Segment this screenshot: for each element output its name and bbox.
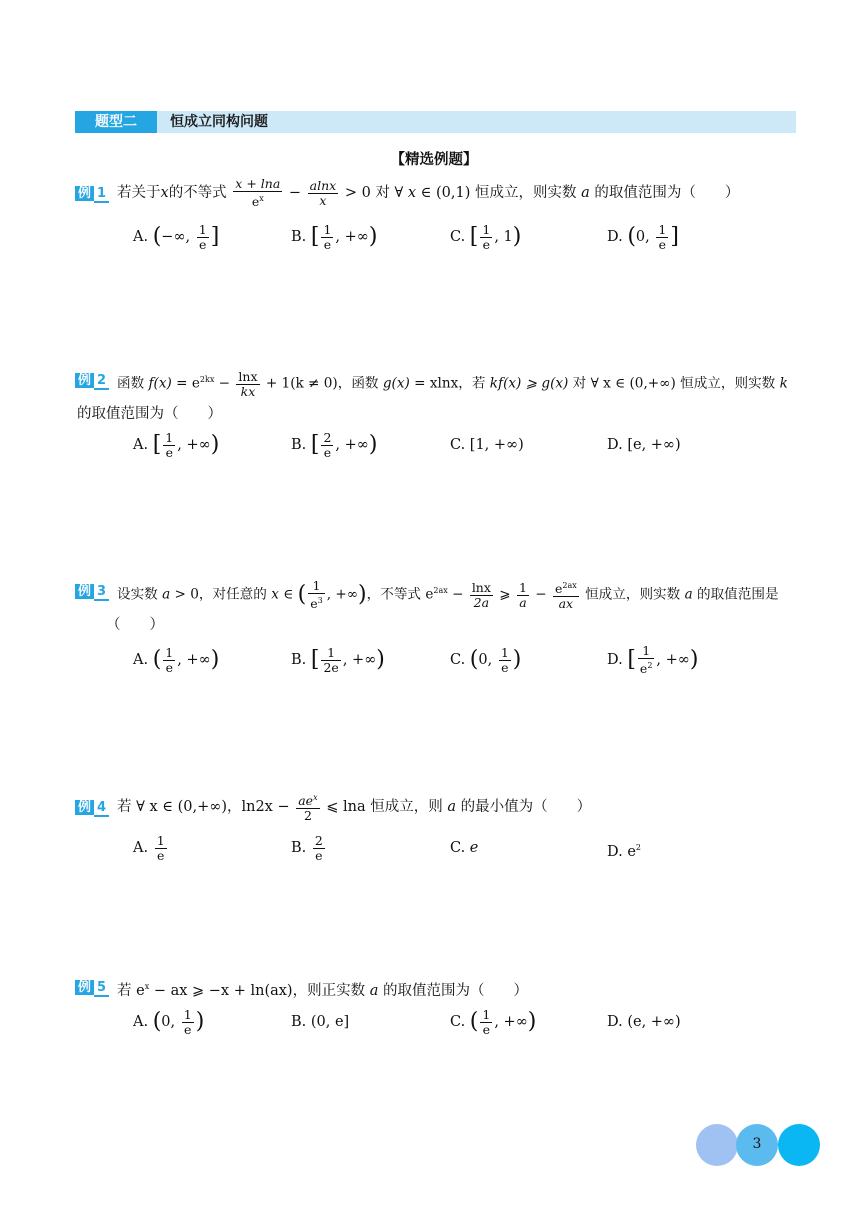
example-4-option-a: A. $\frac{1}{e}$ xyxy=(133,832,165,863)
example-2-option-c: C. [1, +∞) xyxy=(450,437,524,453)
section-title: 恒成立同构问题 xyxy=(170,114,268,130)
example-5-option-a: A. (0, $\frac{1}{e}$ ) xyxy=(133,1006,205,1037)
example-1-option-d: D. (0, $\frac{1}{e}$ ] xyxy=(607,221,679,252)
example-2-option-b: B. [ $\frac{2}{e}$ , +∞) xyxy=(291,429,378,460)
example-1-option-b: B. [ $\frac{1}{e}$ , +∞) xyxy=(291,221,378,252)
decor-circle-left xyxy=(696,1124,738,1166)
example-2-question: 函数 $f(x) = e^{2kx}$ − $\frac{\ln x}{kx}$ + 1(k ≠ 0)，函数 g(x) = xlnx，若 kf(x) ⩾ g(x) 对 ∀ x ∈ (0,+∞) 恒成立，则实数 k xyxy=(117,368,788,399)
example-5-option-c: C. ( $\frac{1}{e}$ , +∞) xyxy=(450,1006,537,1037)
example-2-option-a: A. [ $\frac{1}{e}$ , +∞) xyxy=(133,429,220,460)
example-5-option-d: D. (e, +∞) xyxy=(607,1014,681,1030)
example-5-question: 若 $e^x$ − ax ⩾ −x + ln(ax)，则正实数 a 的取值范围为（ ） xyxy=(117,982,528,999)
decor-circle-right xyxy=(778,1124,820,1166)
example-2-question-cont: 的取值范围为（ ） xyxy=(77,406,222,422)
example-3-question-cont: （ ） xyxy=(106,617,164,633)
example-3-question: 设实数 a > 0，对任意的 x ∈ ( $\frac{1}{e^3}$ , +∞)，不等式 $e^{2ax}$ − $\frac{\ln x}{2a}$ ⩾ $\frac{1}{a}$ − $\frac{e^{2ax}}{ax}$ 恒成立，则实数 a 的取值范围是 xyxy=(117,577,779,612)
example-label: 例 3 xyxy=(75,582,111,601)
example-label: 例 2 xyxy=(75,371,111,390)
example-4-option-b: B. $\frac{2}{e}$ xyxy=(291,832,323,863)
example-label: 例 5 xyxy=(75,978,111,997)
page-number: 3 xyxy=(752,1136,762,1152)
example-1-option-c: C. [ $\frac{1}{e}$ , 1) xyxy=(450,221,522,252)
example-3-option-a: A. ( $\frac{1}{e}$ , +∞) xyxy=(133,644,220,675)
example-2-option-d: D. [e, +∞) xyxy=(607,437,681,453)
page-number-badge xyxy=(696,1124,826,1168)
example-label: 例 4 xyxy=(75,798,111,817)
section-tag: 题型二 xyxy=(75,111,157,133)
example-4-option-d: D. $e^2$ xyxy=(607,843,642,860)
example-label: 例 1 xyxy=(75,184,111,203)
example-1-question: 若关于x的不等式 $\frac{x + \ln a}{e^x}$ − $\frac{alnx}{x}$ > 0 对 ∀ x ∈ (0,1) 恒成立，则实数 a 的取值范围为（ ） xyxy=(117,175,740,210)
example-3-option-c: C. (0, $\frac{1}{e}$ ) xyxy=(450,644,522,675)
subtitle: 【精选例题】 xyxy=(390,152,478,168)
example-5-option-b: B. (0, e] xyxy=(291,1014,350,1030)
example-4-option-c: C. e xyxy=(450,840,479,856)
example-3-option-d: D. [ $\frac{1}{e^2}$ , +∞) xyxy=(607,642,699,677)
example-3-option-b: B. [ $\frac{1}{2e}$ , +∞) xyxy=(291,644,385,675)
section-header-bar xyxy=(75,111,796,133)
example-4-question: 若 ∀ x ∈ (0,+∞)，ln2x − $\frac{ae^x}{2}$ ⩽ lna 恒成立，则 a 的最小值为（ ） xyxy=(117,792,592,824)
example-1-option-a: A. (−∞, $\frac{1}{e}$ ] xyxy=(133,221,220,252)
